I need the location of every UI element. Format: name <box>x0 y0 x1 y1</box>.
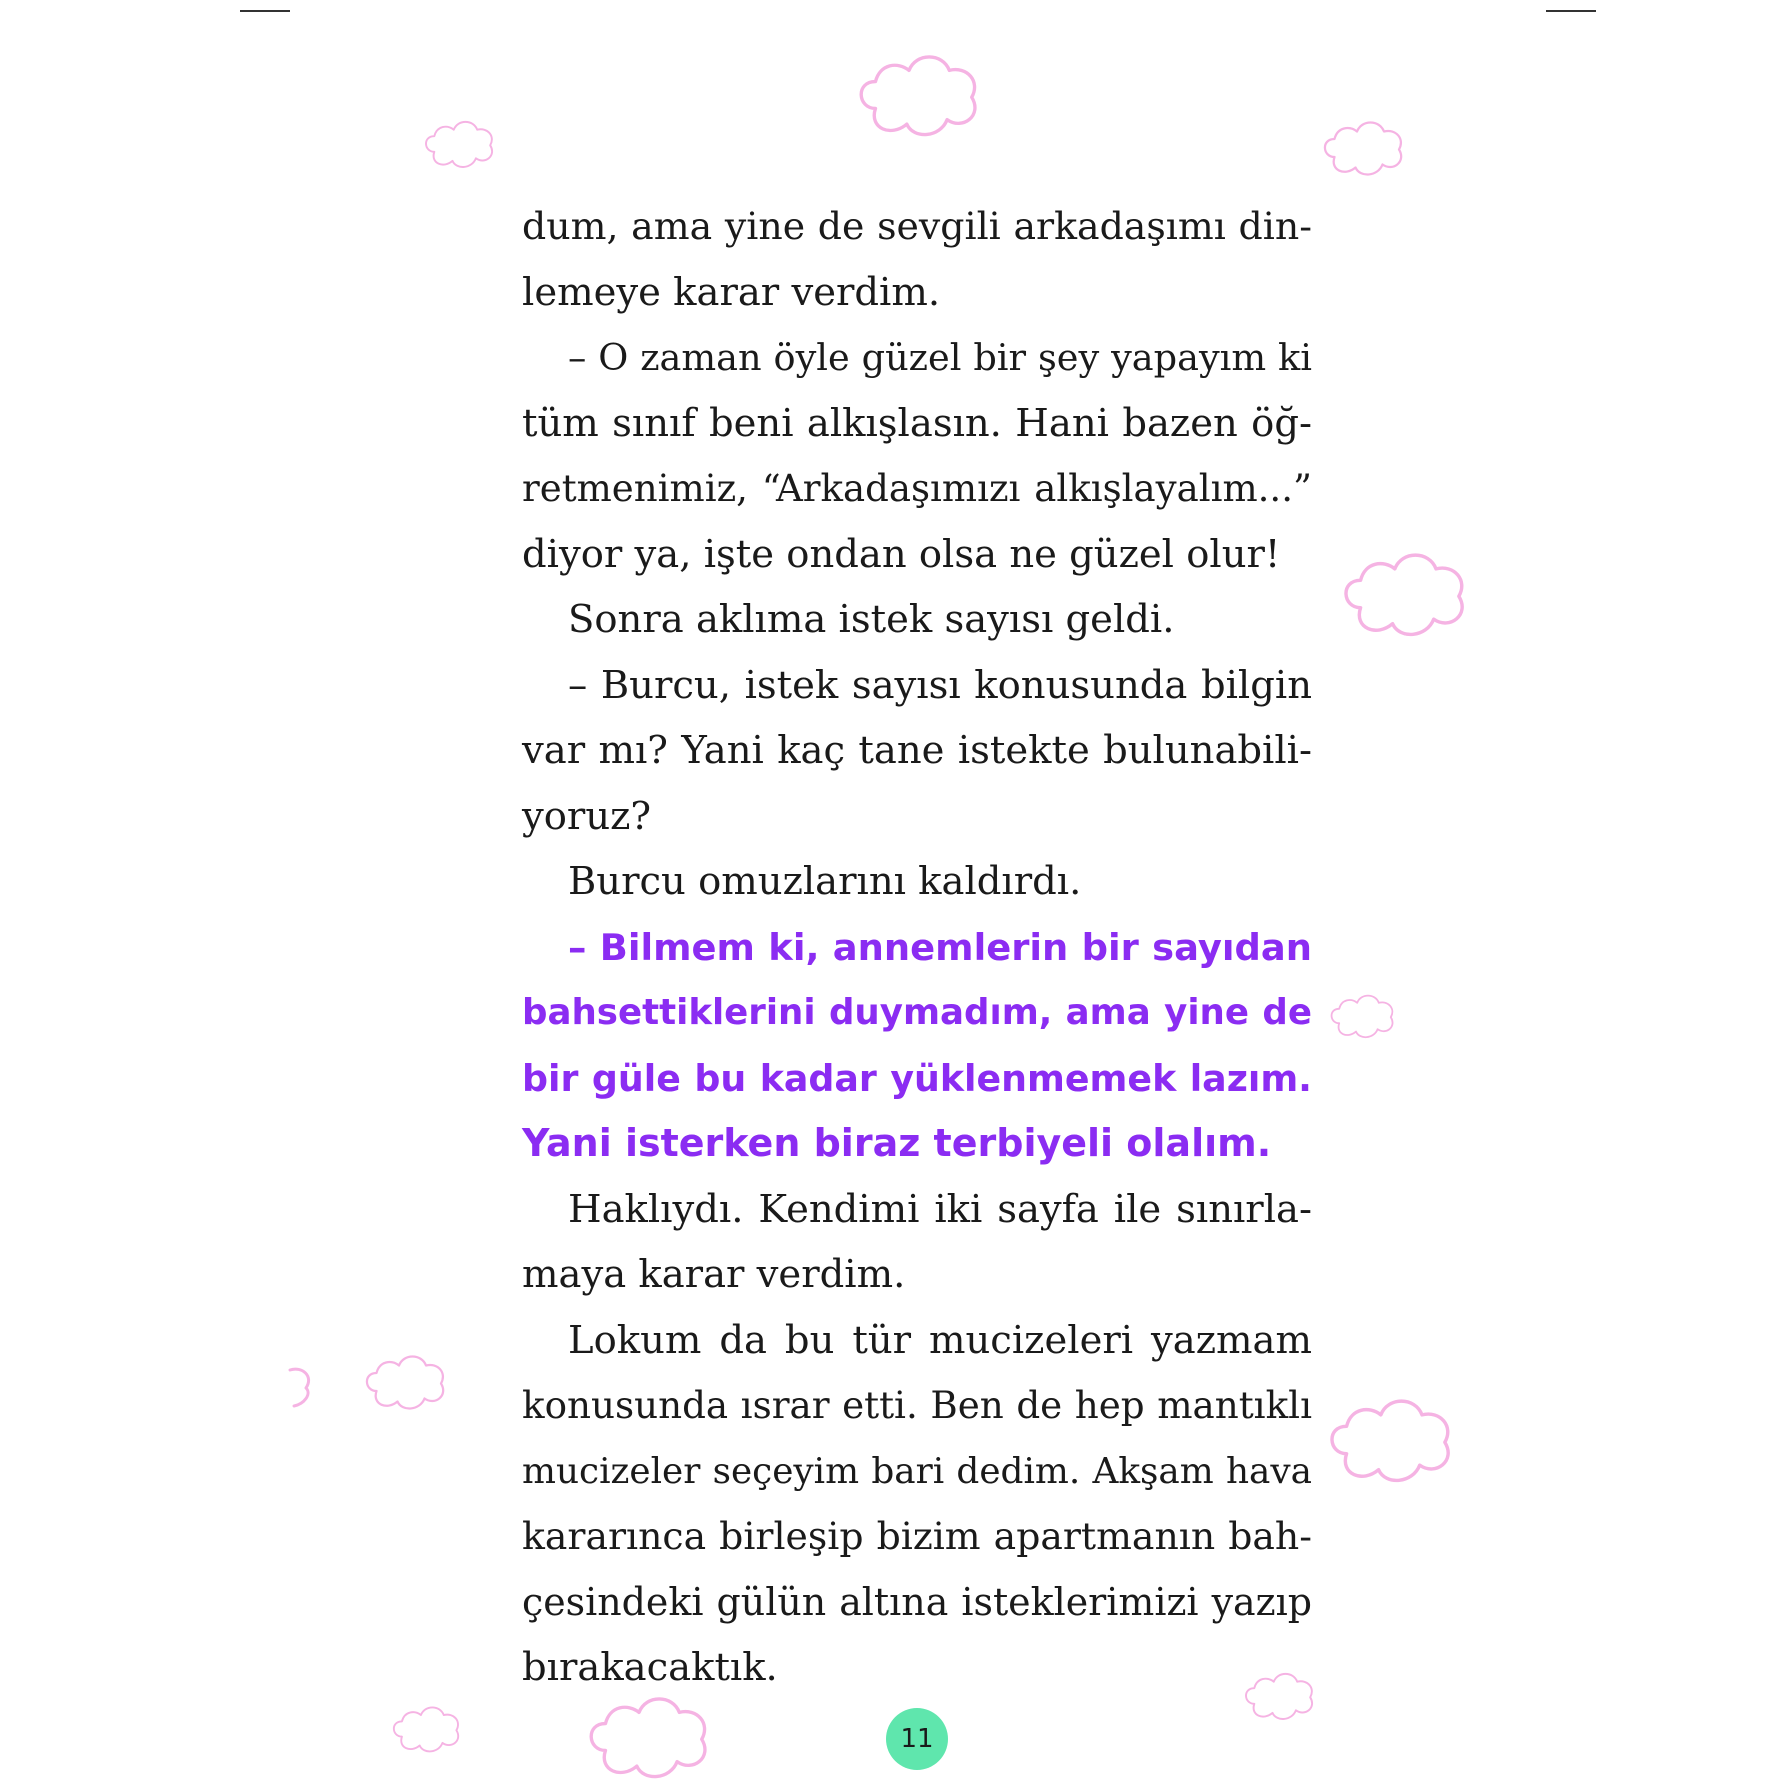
text-line: diyor ya, işte ondan olsa ne güzel olur! <box>522 531 1281 577</box>
text-line: Haklıydı. Kendimi iki sayfa ile sınırla- <box>568 1186 1312 1232</box>
dialog-line: bahsettiklerini duymadım, ama yine de <box>522 992 1312 1033</box>
dialog-line: Yani isterken biraz terbiyeli olalım. <box>522 1121 1272 1165</box>
text-line: var mı? Yani kaç tane istekte bulunabili- <box>522 728 1312 773</box>
crop-mark-left <box>240 10 290 12</box>
text-line: mucizeler seçeyim bari dedim. Akşam hava <box>522 1450 1312 1492</box>
cloud-icon <box>388 1702 464 1756</box>
text-line: retmenimiz, “Arkadaşımızı alkışlayalım...” <box>522 467 1312 510</box>
text-line: bırakacaktık. <box>522 1645 778 1690</box>
story-text <box>522 194 1312 1701</box>
cloud-icon <box>360 1350 450 1414</box>
text-line: Lokum da bu tür mucizeleri yazmam <box>568 1317 1312 1363</box>
cloud-icon <box>1318 116 1408 180</box>
text-line: Sonra aklıma istek sayısı geldi. <box>568 597 1175 642</box>
cloud-icon <box>1326 990 1398 1042</box>
text-line: – O zaman öyle güzel bir şey yapayım ki <box>568 336 1312 379</box>
cloud-icon <box>1320 1392 1460 1488</box>
text-line: maya karar verdim. <box>522 1252 906 1297</box>
text-line: yoruz? <box>522 793 652 839</box>
crop-mark-right <box>1546 10 1596 12</box>
cloud-icon <box>420 116 498 172</box>
cloud-icon <box>850 48 986 142</box>
text-line: – Burcu, istek sayısı konusunda bilgin <box>568 662 1312 708</box>
text-line: çesindeki gülün altına isteklerimizi yazıp <box>522 1579 1312 1624</box>
page-number-badge: 11 <box>886 1708 948 1770</box>
dialog-line: bir güle bu kadar yüklenmemek lazım. <box>522 1056 1312 1100</box>
cloud-icon <box>1334 546 1474 642</box>
dialog-line: – Bilmem ki, annemlerin bir sayıdan <box>568 925 1312 969</box>
text-line: Burcu omuzlarını kaldırdı. <box>568 859 1082 904</box>
cloud-icon <box>580 1690 716 1784</box>
cloud-icon <box>286 1364 314 1410</box>
text-line: kararınca birleşip bizim apartmanın bah- <box>522 1514 1312 1558</box>
text-line: dum, ama yine de sevgili arkadaşımı din- <box>522 204 1312 248</box>
text-line: lemeye karar verdim. <box>522 269 941 315</box>
text-line: konusunda ısrar etti. Ben de hep mantıklı <box>522 1383 1312 1427</box>
text-line: tüm sınıf beni alkışlasın. Hani bazen öğ- <box>522 400 1312 446</box>
